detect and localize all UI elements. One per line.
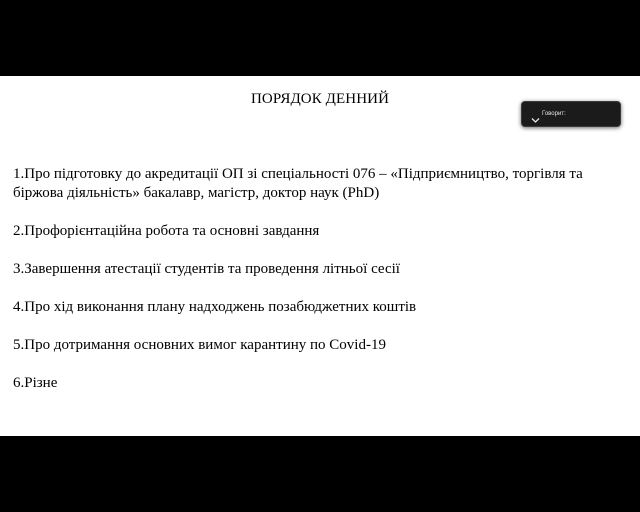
speaking-label: Говорит: — [542, 111, 566, 117]
agenda-item-3: 3.Завершення атестації студентів та проведення літньої сесії — [13, 261, 400, 277]
agenda-item-4: 4.Про хід виконання плану надходжень позабюджетних коштів — [13, 299, 417, 315]
agenda-item-5: 5.Про дотримання основних вимог карантину по Covid-19 — [13, 337, 386, 353]
slide-title: ПОРЯДОК ДЕННИЙ — [250, 91, 389, 107]
agenda-item-1: 1.Про підготовку до акредитації ОП зі спеціальності 076 – «Підприємництво, торгівля та біржова діяльність» бакалавр, магістр, доктор наук (PhD) — [13, 166, 583, 201]
chevron-down-icon[interactable] — [531, 111, 540, 118]
shared-slide — [0, 76, 640, 436]
agenda-item-2: 2.Профорієнтаційна робота та основні завдання — [13, 223, 320, 239]
agenda-item-6: 6.Різне — [13, 375, 58, 391]
agenda-list — [13, 165, 635, 412]
speaking-indicator[interactable] — [521, 101, 621, 127]
